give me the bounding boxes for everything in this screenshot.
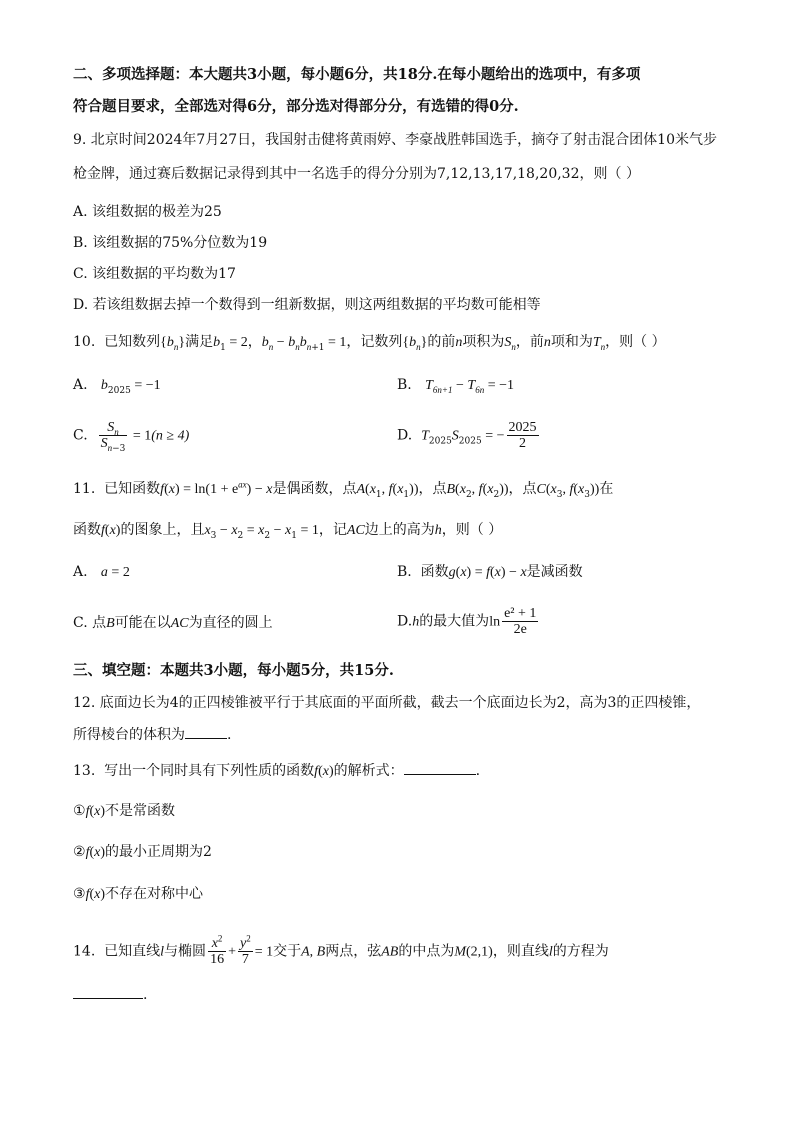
q9-option-a: A. 该组数据的极差为25	[73, 204, 222, 220]
q13-stem: 13. 写出一个同时具有下列性质的函数f(x)的解析式： .	[73, 760, 480, 781]
q11-option-a: A. a = 2	[73, 564, 130, 580]
q14-answer-blank[interactable]	[73, 984, 143, 999]
q11-stem-line1: 11. 已知函数$f(x) = \ln(1 + e^{ax}) - x$是偶函数，点$A(x_1$, $f(x_1)$)，点$B(x_2$, $f(x_2)$)，点$C(x_3$, $f(x_3)$)在	[73, 479, 614, 500]
q13-answer-blank[interactable]	[404, 760, 476, 775]
q10-option-c: C. $\frac{S_n}{S_{n-3}}$ = 1(n ≥ 4)	[73, 420, 190, 454]
q12-stem-line1: 12. 底面边长为4的正四棱锥被平行于其底面的平面所截，截去一个底面边长为2，高为3的正四棱锥，	[73, 695, 701, 711]
q10-option-a: A. $b_{2025} = -1$	[73, 377, 161, 396]
q13-property-2: ②f(x)的最小正周期为2	[73, 844, 212, 860]
q9-option-c: C. 该组数据的平均数为17	[73, 266, 236, 282]
q11-option-c: C. 点B可能在以AC为直径的圆上	[73, 615, 273, 631]
section-2-heading-line1: 二、多项选择题：本大题共3小题，每小题6分，共18分.在每小题给出的选项中，有多项	[73, 66, 641, 83]
q9-option-b: B. 该组数据的75%分位数为19	[73, 235, 268, 251]
q9-stem-line2: 枪金牌，通过赛后数据记录得到其中一名选手的得分分别为7,12,13,17,18,20,32，则（ ）	[73, 166, 640, 182]
q11-option-b: B. 函数g(x) = f(x) − x是减函数	[397, 564, 583, 580]
q14-fraction-x: $\frac{x^2}{16}$	[210, 933, 225, 967]
q11-option-d-fraction: $\frac{\text{e² + 1}}{2e}$	[504, 606, 537, 637]
q12-stem-line2: 所得棱台的体积为 .	[73, 724, 231, 744]
q9-stem-line1: 9. 北京时间2024年7月27日，我国射击健将黄雨婷、李豪战胜韩国选手，摘夺了射击混合团体10米气步	[73, 132, 717, 148]
q10-option-d-fraction: $\frac{2025}{2}$	[508, 420, 537, 451]
section-3-heading: 三、填空题：本题共3小题，每小题5分，共15分.	[73, 662, 394, 679]
q11-option-d: D.h的最大值为ln $\frac{\text{e² + 1}}{2e}$	[397, 606, 537, 637]
q12-answer-blank[interactable]	[185, 724, 227, 739]
q10-option-b: B. $T_{6n+1} - T_{6n} = -1$	[397, 377, 514, 395]
q14-answer-line: .	[73, 984, 147, 1004]
section-2-heading-line2: 符合题目要求，全部选对得6分，部分选对得部分分，有选错的得0分.	[73, 98, 519, 115]
q13-property-1: ①f(x)不是常函数	[73, 803, 176, 819]
q10-stem: 10. 已知数列$\{b_n\}$满足$b_1 = 2$，$b_n - b_nb_{n+1} = 1$，记数列$\{b_n\}$的前n项积为$S_n$，前n项和为$T_n$，则（ ）	[73, 334, 666, 353]
q9-option-d: D. 若该组数据去掉一个数得到一组新数据，则这两组数据的平均数可能相等	[73, 297, 541, 313]
q13-property-3: ③f(x)不存在对称中心	[73, 886, 204, 902]
q11-stem-line2: 函数f(x)的图象上，且$x_3 - x_2 = x_2 - x_1 = 1$，记AC边上的高为h，则（ ）	[73, 522, 503, 541]
q14-stem: 14. 已知直线l与椭圆 $\frac{x^2}{16}$ + $\frac{y^2}{7}$ = 1交于A, B两点，弦AB的中点为M(2,1)，则直线l的方程为	[73, 933, 609, 967]
q10-option-c-fraction: $\frac{S_n}{S_{n-3}}$	[100, 420, 126, 454]
q14-fraction-y: $\frac{y^2}{7}$	[239, 933, 251, 967]
q10-option-d: D. $T_{2025}S_{2025}$ = − $\frac{2025}{2}$	[397, 420, 537, 451]
